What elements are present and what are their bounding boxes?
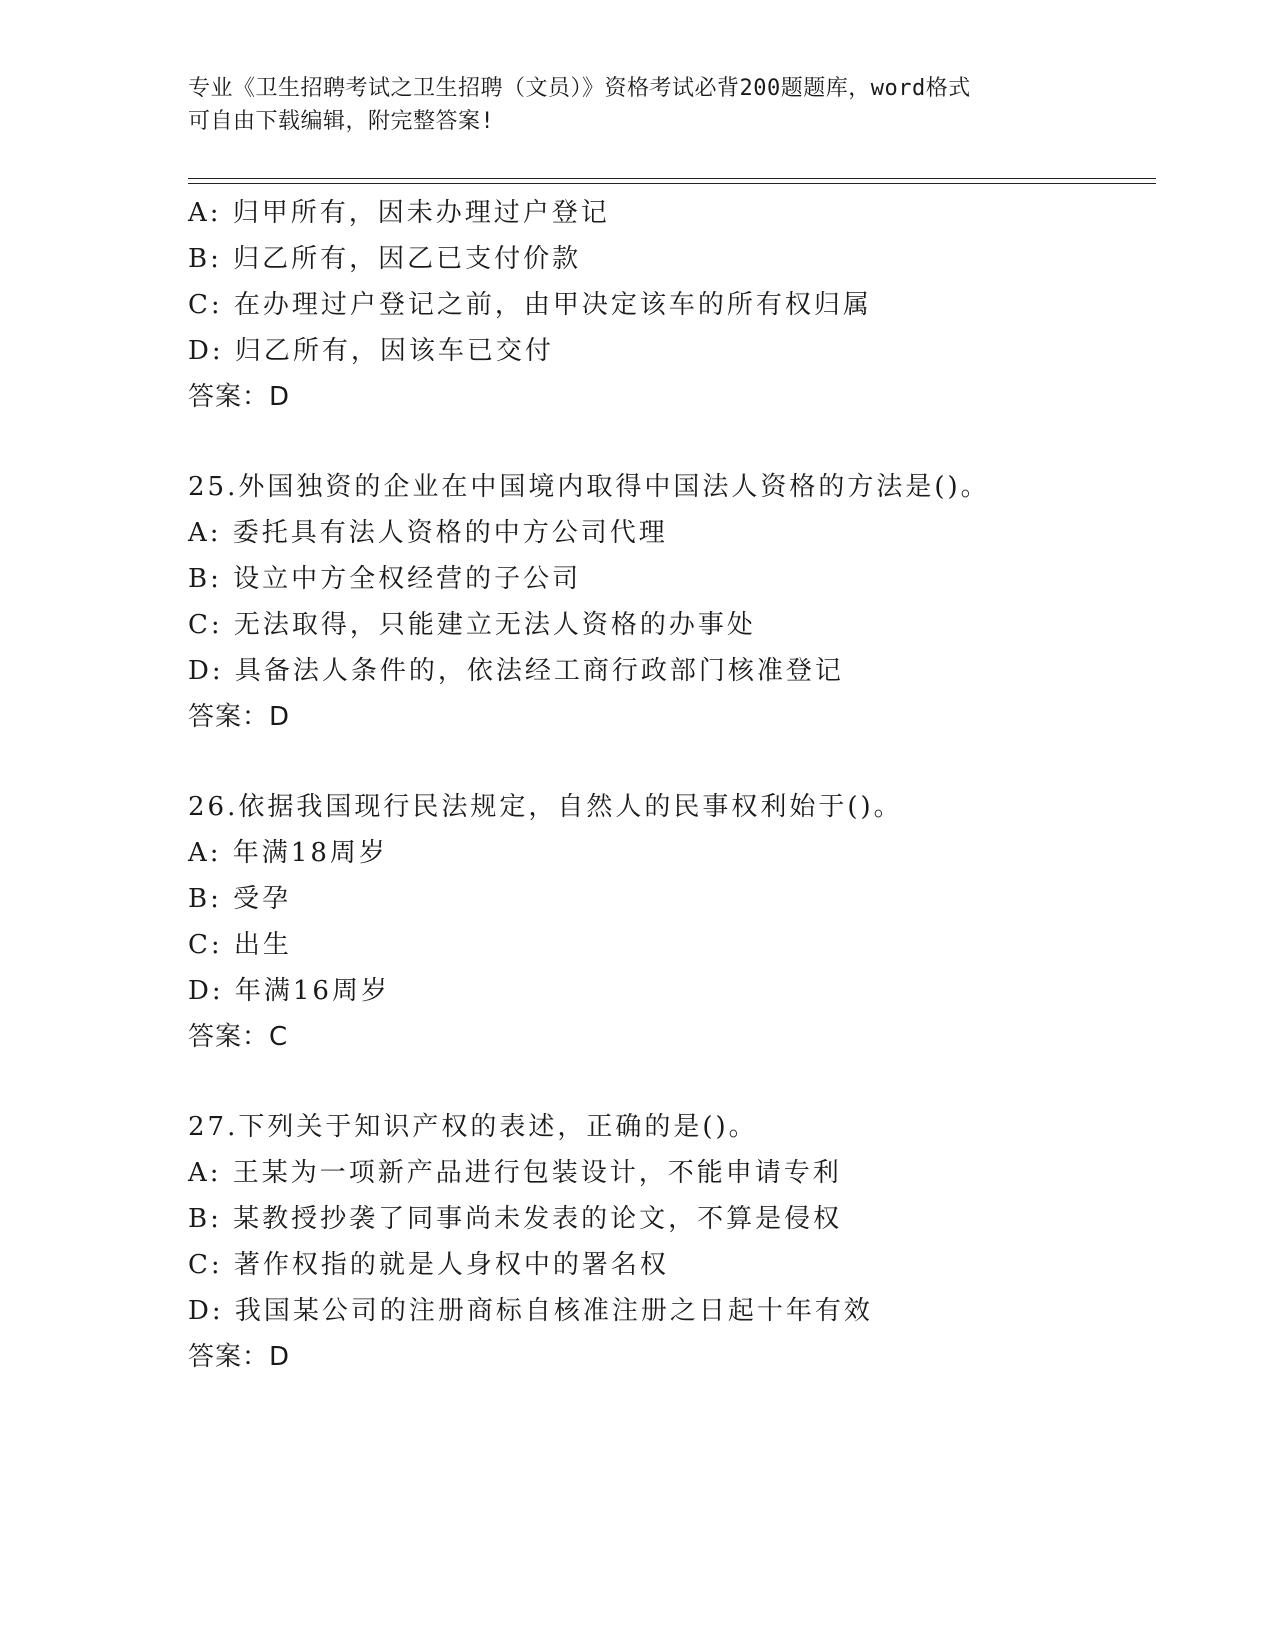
option-c: C: 著作权指的就是人身权中的署名权 bbox=[188, 1250, 669, 1280]
header-divider bbox=[188, 178, 1156, 184]
block-spacer bbox=[188, 420, 1156, 464]
question-text: 26.依据我国现行民法规定，自然人的民事权利始于()。 bbox=[188, 792, 903, 822]
option-d: D: 我国某公司的注册商标自核准注册之日起十年有效 bbox=[188, 1296, 873, 1326]
option-a: A: 委托具有法人资格的中方公司代理 bbox=[188, 518, 668, 548]
answer-line: 答案：C bbox=[188, 1022, 289, 1052]
option-b: B: 某教授抄袭了同事尚未发表的论文，不算是侵权 bbox=[188, 1204, 843, 1234]
option-d: D: 归乙所有，因该车已交付 bbox=[188, 336, 554, 366]
option-a: A: 年满18周岁 bbox=[188, 838, 388, 868]
question-block-25 bbox=[188, 464, 1156, 740]
option-b: B: 设立中方全权经营的子公司 bbox=[188, 564, 582, 594]
option-c: C: 出生 bbox=[188, 930, 292, 960]
option-b: B: 受孕 bbox=[188, 884, 292, 914]
option-d: D: 年满16周岁 bbox=[188, 976, 390, 1006]
option-a: A: 王某为一项新产品进行包装设计，不能申请专利 bbox=[188, 1158, 842, 1188]
option-b: B: 归乙所有，因乙已支付价款 bbox=[188, 244, 582, 274]
question-block-27 bbox=[188, 1104, 1156, 1380]
answer-line: 答案：D bbox=[188, 702, 291, 732]
answer-line: 答案：D bbox=[188, 382, 291, 412]
block-spacer bbox=[188, 740, 1156, 784]
question-block-26 bbox=[188, 784, 1156, 1060]
answer-line: 答案：D bbox=[188, 1342, 291, 1372]
question-block-24 bbox=[188, 190, 1156, 420]
question-text: 25.外国独资的企业在中国境内取得中国法人资格的方法是()。 bbox=[188, 472, 990, 502]
option-c: C: 在办理过户登记之前，由甲决定该车的所有权归属 bbox=[188, 290, 872, 320]
question-list bbox=[188, 190, 1156, 1380]
option-a: A: 归甲所有，因未办理过户登记 bbox=[188, 198, 610, 228]
question-text: 27.下列关于知识产权的表述，正确的是()。 bbox=[188, 1112, 758, 1142]
header-line-1: 专业《卫生招聘考试之卫生招聘（文员）》资格考试必背200题题库，word格式 bbox=[188, 76, 971, 101]
option-c: C: 无法取得，只能建立无法人资格的办事处 bbox=[188, 610, 756, 640]
block-spacer bbox=[188, 1060, 1156, 1104]
option-d: D: 具备法人条件的，依法经工商行政部门核准登记 bbox=[188, 656, 844, 686]
header-line-2: 可自由下载编辑，附完整答案! bbox=[188, 109, 495, 134]
document-header bbox=[188, 72, 1088, 138]
